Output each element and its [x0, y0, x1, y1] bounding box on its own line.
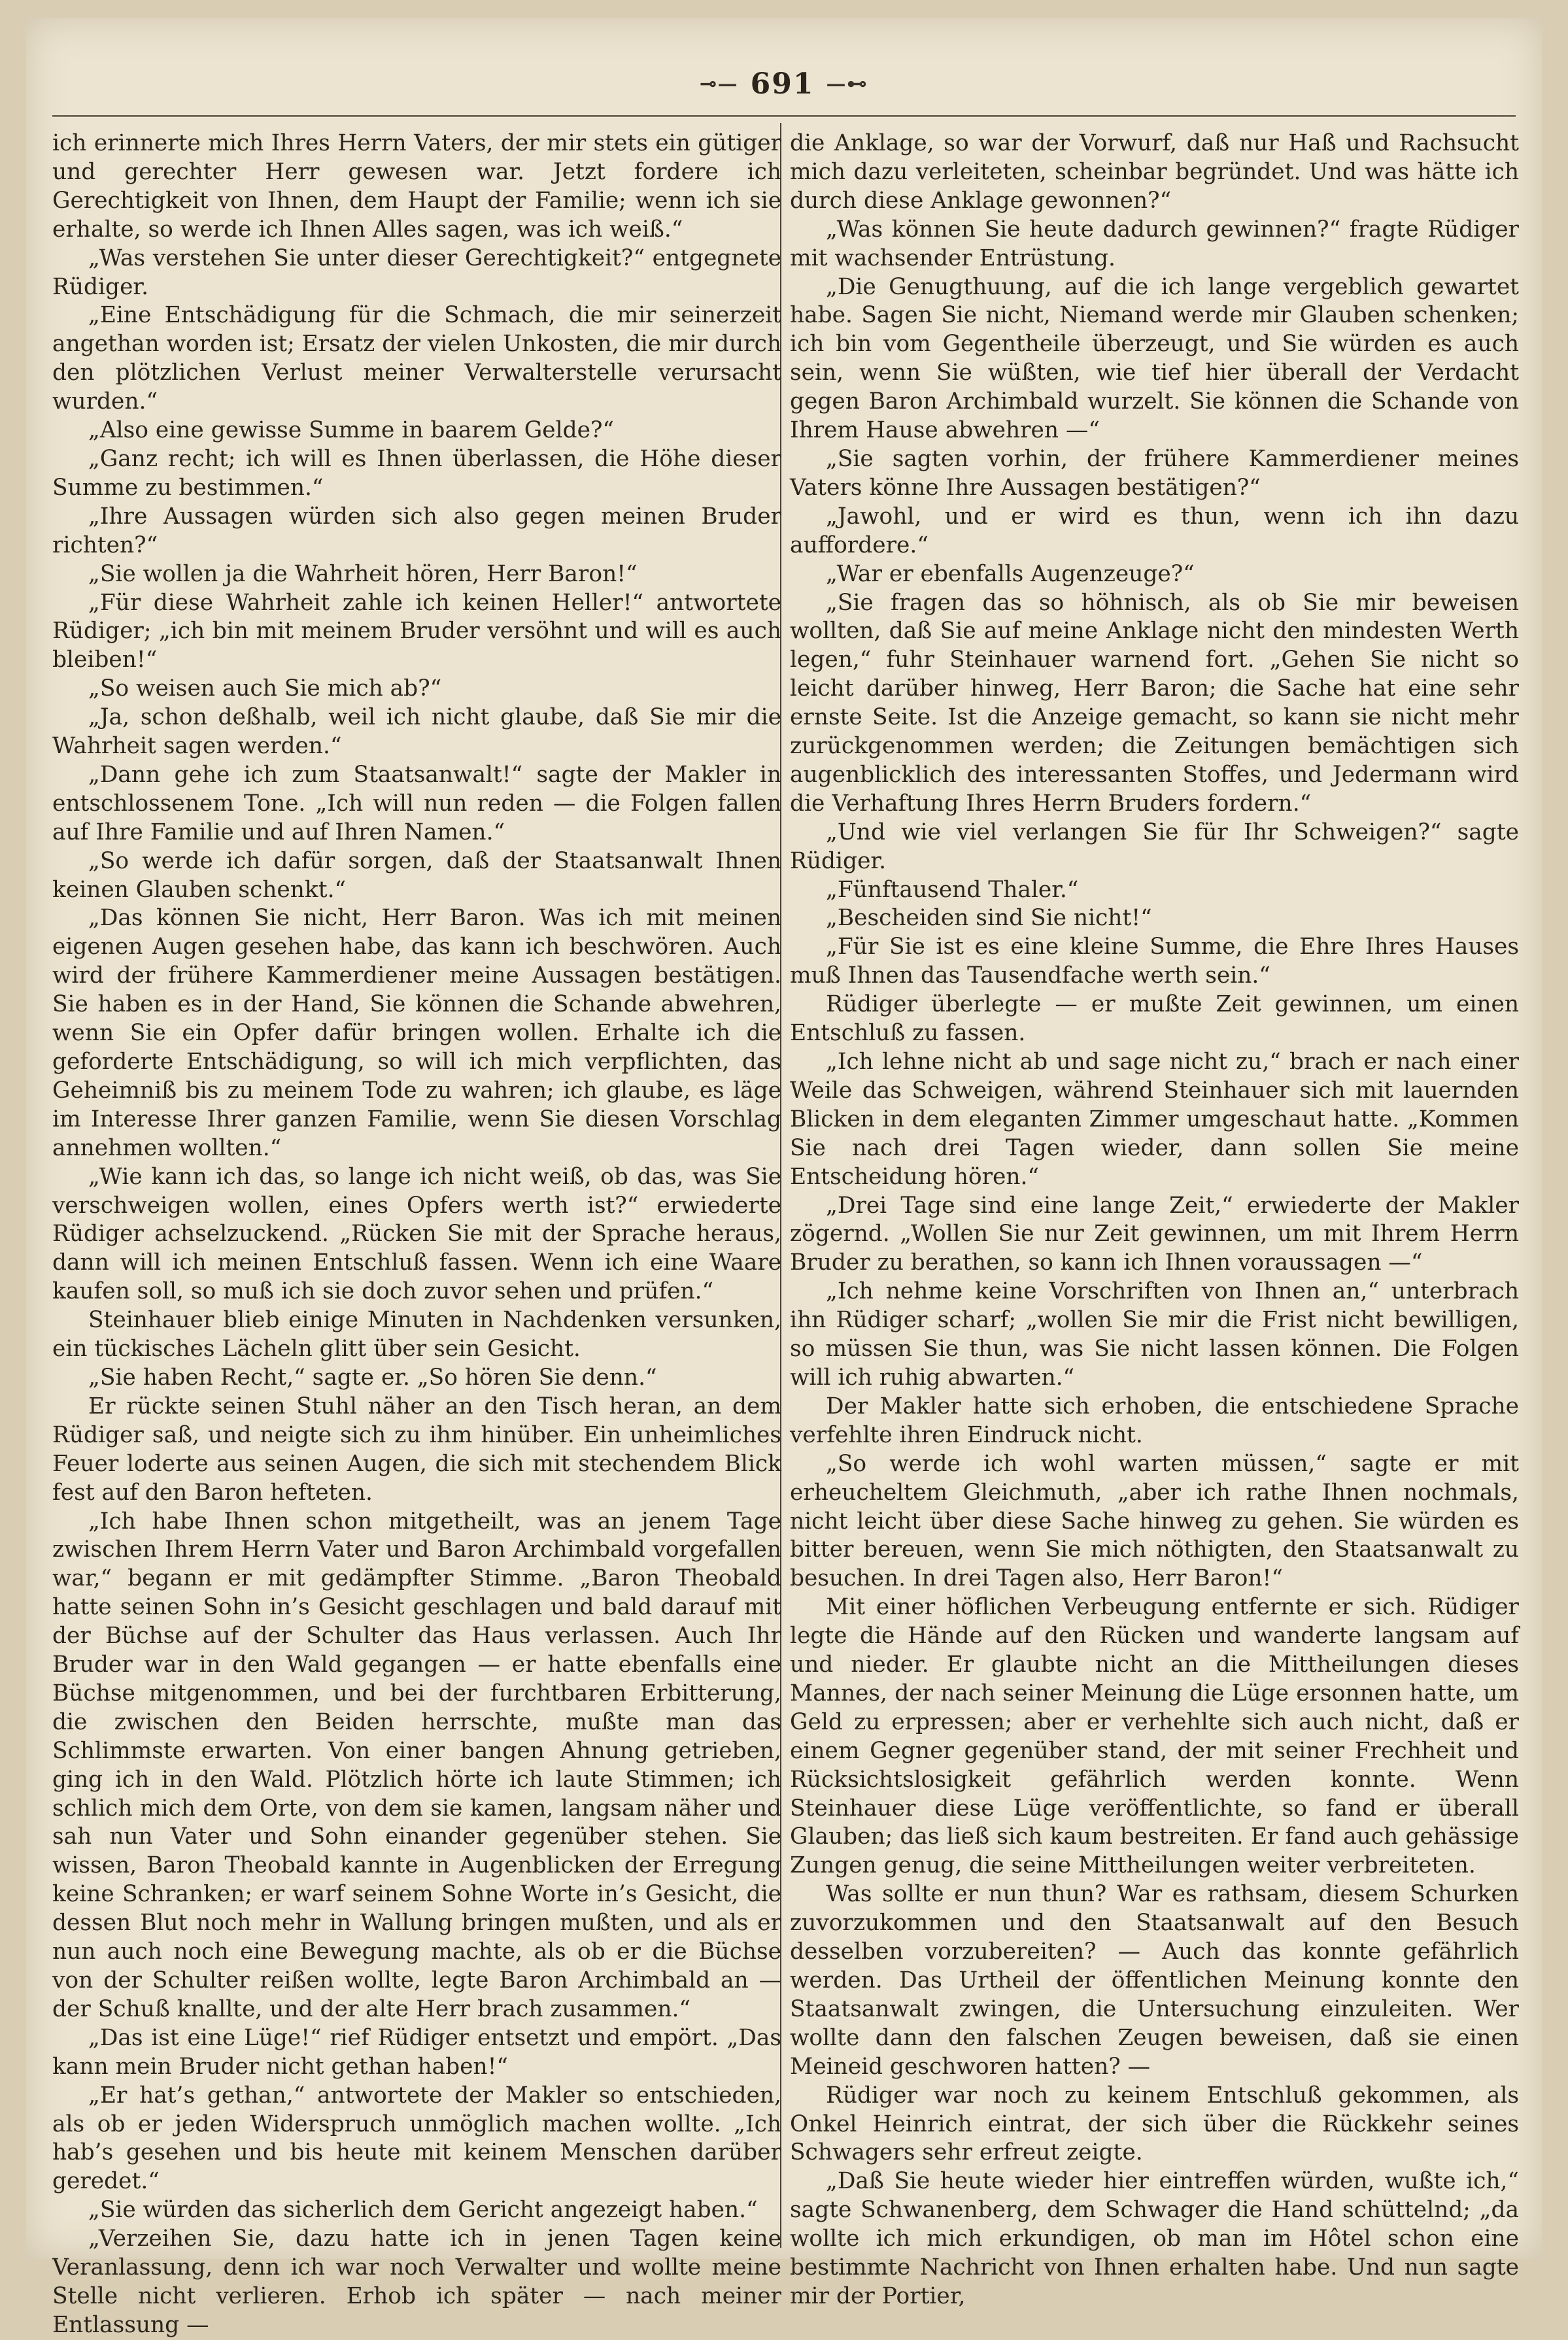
- paragraph: „Für Sie ist es eine kleine Summe, die Ehre Ihres Hauses muß Ihnen das Tausendfache werth sein.“: [790, 934, 1519, 989]
- paragraph: „Jawohl, und er wird es thun, wenn ich ihn dazu auffordere.“: [790, 503, 1519, 558]
- paragraph: „Dann gehe ich zum Staatsanwalt!“ sagte der Makler in entschlossenem Tone. „Ich will nun reden — die Folgen fallen auf Ihre Familie und auf Ihren Namen.“: [52, 761, 781, 845]
- paragraph: „Die Genugthuung, auf die ich lange vergeblich gewartet habe. Sagen Sie nicht, Niemand werde mir Glauben schenken; ich bin vom Gegentheile überzeugt, und Sie würden es auch sein, wenn Sie wüßten, wie tief hier überall der Verdacht gegen Baron Archimbald wurzelt. Sie können die Schande von Ihrem Hause abwehren —“: [790, 273, 1519, 444]
- paragraph: „Sie wollen ja die Wahrheit hören, Herr Baron!“: [88, 560, 638, 587]
- paragraph: Steinhauer blieb einige Minuten in Nachdenken versunken, ein tückisches Lächeln glitt über sein Gesicht.: [52, 1307, 781, 1363]
- paragraph: „Was können Sie heute dadurch gewinnen?“ fragte Rüdiger mit wachsender Entrüstung.: [790, 216, 1519, 271]
- paragraph: Was sollte er nun thun? War es rathsam, diesem Schurken zuvorzukommen und den Staatsanwalt auf den Besuch desselben vorzubereiten? — Auch das konnte gefährlich werden. Das Urtheil der öffentlichen Meinung konnte den Staatsanwalt zwingen, die Untersuchung einzuleiten. Wer wollte dann den falschen Zeugen beweisen, daß sie einen Meineid geschworen hatten? —: [790, 1881, 1519, 2080]
- paragraph: „Ich nehme keine Vorschriften von Ihnen an,“ unterbrach ihn Rüdiger scharf; „wollen Sie mir die Frist nicht bewilligen, so müssen Sie thun, was Sie nicht lassen können. Die Folgen will ich ruhig abwarten.“: [790, 1278, 1519, 1391]
- paragraph: „War er ebenfalls Augenzeuge?“: [826, 560, 1195, 587]
- paragraph: „Ganz recht; ich will es Ihnen überlassen, die Höhe dieser Summe zu bestimmen.“: [52, 445, 781, 501]
- paragraph: „Eine Entschädigung für die Schmach, die mir seinerzeit angethan worden ist; Ersatz der vielen Unkosten, die mir durch den plötzlichen Verlust meiner Verwalterstelle verursacht wurden.“: [52, 302, 781, 415]
- paragraph: „Ich habe Ihnen schon mitgetheilt, was an jenem Tage zwischen Ihrem Herrn Vater und Baron Archimbald vorgefallen war,“ begann er mit gedämpfter Stimme. „Baron Theobald hatte seinen Sohn in’s Gesicht geschlagen und bald darauf mit der Büchse auf der Schulter das Haus verlassen. Auch Ihr Bruder war in den Wald gegangen — er hatte ebenfalls eine Büchse mitgenommen, und bei der furchtbaren Erbitterung, die zwischen den Beiden herrschte, mußte man das Schlimmste erwarten. Von einer bangen Ahnung getrieben, ging ich in den Wald. Plötzlich hörte ich laute Stimmen; ich schlich mich dem Orte, von dem sie kamen, langsam näher und sah nun Vater und Sohn einander gegenüber stehen. Sie wissen, Baron Theobald kannte in Augenblicken der Erregung keine Schranken; er warf seinem Sohne Worte in’s Gesicht, die dessen Blut noch mehr in Wallung bringen mußten, und als er nun auch noch eine Bewegung machte, als ob er die Büchse von der Schulter reißen wollte, legte Baron Archimbald an — der Schuß knallte, und der alte Herr brach zusammen.“: [52, 1508, 781, 2022]
- paragraph: „Was verstehen Sie unter dieser Gerechtigkeit?“ entgegnete Rüdiger.: [52, 245, 781, 300]
- paragraph: „So werde ich dafür sorgen, daß der Staatsanwalt Ihnen keinen Glauben schenkt.“: [52, 847, 781, 903]
- header-rule: [52, 115, 1516, 117]
- paragraph: „Also eine gewisse Summe in baarem Gelde?“: [88, 417, 614, 444]
- paragraph: Rüdiger überlegte — er mußte Zeit gewinnen, um einen Entschluß zu fassen.: [790, 991, 1519, 1047]
- paragraph: „Er hat’s gethan,“ antwortete der Makler so entschieden, als ob er jeden Widerspruch unmöglich machen wollte. „Ich hab’s gesehen und bis heute mit keinem Menschen darüber geredet.“: [52, 2082, 781, 2195]
- ornament-right: —⊷: [826, 72, 868, 95]
- paragraph: „Bescheiden sind Sie nicht!“: [826, 905, 1152, 932]
- paragraph: „Und wie viel verlangen Sie für Ihr Schweigen?“ sagte Rüdiger.: [790, 819, 1519, 874]
- paragraph: „Ihre Aussagen würden sich also gegen meinen Bruder richten?“: [52, 503, 781, 558]
- paragraph: „Daß Sie heute wieder hier eintreffen würden, wußte ich,“ sagte Schwanenberg, dem Schwager die Hand schüttelnd; „da wollte ich mich erkundigen, ob man im Hôtel schon eine bestimmte Nachricht von Ihnen erhalten habe. Und nun sagte mir der Portier,: [790, 2168, 1519, 2309]
- page-number: 691: [750, 67, 815, 101]
- paragraph: Mit einer höflichen Verbeugung entfernte er sich. Rüdiger legte die Hände auf den Rücken und wanderte langsam auf und nieder. Er glaubte nicht an die Mittheilungen dieses Mannes, der nach seiner Meinung die Lüge ersonnen hatte, um Geld zu erpressen; aber er verhehlte sich auch nicht, daß er einem Gegner gegenüber stand, der mit seiner Frechheit und Rücksichtslosigkeit gefährlich werden konnte. Wenn Steinhauer diese Lüge veröffentlichte, so fand er überall Glauben; das ließ sich kaum bestreiten. Er fand auch gehässige Zungen genug, die seine Mittheilungen weiter verbreiteten.: [790, 1594, 1519, 1879]
- paragraph: „Sie haben Recht,“ sagte er. „So hören Sie denn.“: [88, 1364, 657, 1391]
- paragraph: Der Makler hatte sich erhoben, die entschiedene Sprache verfehlte ihren Eindruck nicht.: [790, 1393, 1519, 1448]
- paragraph: „Drei Tage sind eine lange Zeit,“ erwiederte der Makler zögernd. „Wollen Sie nur Zeit gewinnen, um mit Ihrem Herrn Bruder zu berathen, so kann ich Ihnen voraussagen —“: [790, 1192, 1519, 1276]
- page-header: [26, 54, 1542, 113]
- paragraph: „Ja, schon deßhalb, weil ich nicht glaube, daß Sie mir die Wahrheit sagen werden.“: [52, 704, 781, 760]
- paragraph: „Fünftausend Thaler.“: [826, 876, 1079, 903]
- paragraph: „Verzeihen Sie, dazu hatte ich in jenen Tagen keine Veranlassung, denn ich war noch Verwalter und wollte meine Stelle nicht verlieren. Erhob ich später — nach meiner Entlassung —: [52, 2226, 781, 2338]
- paragraph: die Anklage, so war der Vorwurf, daß nur Haß und Rachsucht mich dazu verleiteten, scheinbar begründet. Und was hätte ich durch diese Anklage gewonnen?“: [790, 130, 1519, 214]
- paragraph: Rüdiger war noch zu keinem Entschluß gekommen, als Onkel Heinrich eintrat, der sich über die Rückkehr seines Schwagers sehr erfreut zeigte.: [790, 2082, 1519, 2166]
- right-column: [790, 129, 1519, 2309]
- paragraph: Er rückte seinen Stuhl näher an den Tisch heran, an dem Rüdiger saß, und neigte sich zu ihm hinüber. Ein unheimliches Feuer loderte aus seinen Augen, die sich mit stechendem Blick fest auf den Baron hefteten.: [52, 1393, 781, 1506]
- paragraph: „Das ist eine Lüge!“ rief Rüdiger entsetzt und empört. „Das kann mein Bruder nicht gethan haben!“: [52, 2024, 781, 2080]
- paragraph: „So weisen auch Sie mich ab?“: [88, 675, 442, 702]
- paragraph: „So werde ich wohl warten müssen,“ sagte er mit erheucheltem Gleichmuth, „aber ich rathe Ihnen nochmals, nicht leicht über diese Sache hinweg zu gehen. Sie würden es bitter bereuen, wenn Sie mich nöthigten, den Staatsanwalt zu besuchen. In drei Tagen also, Herr Baron!“: [790, 1450, 1519, 1592]
- paragraph: „Ich lehne nicht ab und sage nicht zu,“ brach er nach einer Weile das Schweigen, während Steinhauer sich mit lauernden Blicken in dem eleganten Zimmer umgeschaut hatte. „Kommen Sie nach drei Tagen wieder, dann sollen Sie meine Entscheidung hören.“: [790, 1049, 1519, 1190]
- paragraph: „Sie fragen das so höhnisch, als ob Sie mir beweisen wollten, daß Sie auf meine Anklage nicht den mindesten Werth legen,“ fuhr Steinhauer warnend fort. „Gehen Sie nicht so leicht darüber hinweg, Herr Baron; die Sache hat eine sehr ernste Seite. Ist die Anzeige gemacht, so kann sie nicht mehr zurückgenommen werden; die Zeitungen bemächtigen sich augenblicklich des interessanten Stoffes, und Jedermann wird die Verhaftung Ihres Herrn Bruders fordern.“: [790, 589, 1519, 817]
- paragraph: „Sie sagten vorhin, der frühere Kammerdiener meines Vaters könne Ihre Aussagen bestätigen?“: [790, 445, 1519, 501]
- paragraph: „Für diese Wahrheit zahle ich keinen Heller!“ antwortete Rüdiger; „ich bin mit meinem Bruder versöhnt und will es auch bleiben!“: [52, 589, 781, 673]
- paragraph: „Wie kann ich das, so lange ich nicht weiß, ob das, was Sie verschweigen wollen, eines Opfers werth ist?“ erwiederte Rüdiger achselzuckend. „Rücken Sie mit der Sprache heraus, dann will ich meinen Entschluß fassen. Wenn ich eine Waare kaufen soll, so muß ich sie doch zuvor sehen und prüfen.“: [52, 1163, 781, 1305]
- newspaper-page: [26, 18, 1542, 2338]
- paragraph: ich erinnerte mich Ihres Herrn Vaters, der mir stets ein gütiger und gerechter Herr gewesen war. Jetzt fordere ich Gerechtigkeit von Ihnen, dem Haupt der Familie; wenn ich sie erhalte, so werde ich Ihnen Alles sagen, was ich weiß.“: [52, 130, 781, 243]
- paragraph: „Sie würden das sicherlich dem Gericht angezeigt haben.“: [88, 2197, 758, 2224]
- paragraph: „Das können Sie nicht, Herr Baron. Was ich mit meinen eigenen Augen gesehen habe, das kann ich beschwören. Auch wird der frühere Kammerdiener meine Aussagen bestätigen. Sie haben es in der Hand, Sie können die Schande abwehren, wenn Sie ein Opfer dafür bringen wollen. Erhalte ich die geforderte Entschädigung, so will ich mich verpflichten, das Geheimniß bis zu meinem Tode zu wahren; ich glaube, es läge im Interesse Ihrer ganzen Familie, wenn Sie diesen Vorschlag annehmen wollten.“: [52, 905, 781, 1161]
- ornament-left: ⊸—: [700, 72, 739, 95]
- left-column: [52, 129, 781, 2338]
